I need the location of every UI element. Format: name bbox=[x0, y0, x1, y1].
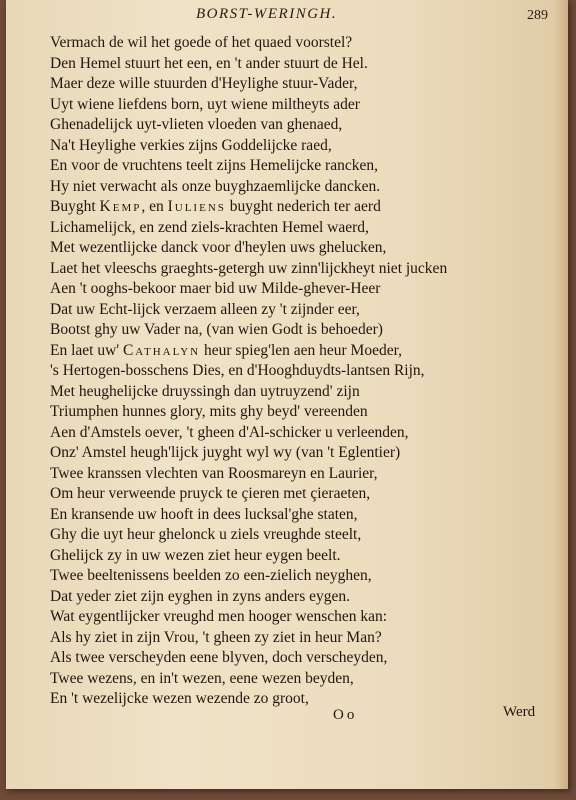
poem-line bbox=[50, 464, 550, 485]
page-number: 289 bbox=[527, 8, 548, 23]
signature-mark: Oo bbox=[333, 707, 358, 723]
poem-line bbox=[50, 218, 550, 239]
poem-line bbox=[50, 443, 550, 464]
line-text: Ghy die uyt heur ghelonck u ziels vreughde steelt, bbox=[50, 526, 362, 543]
poem-line bbox=[50, 238, 550, 259]
poem-line bbox=[50, 320, 550, 341]
line-text: Dat yeder ziet zijn eyghen in zyns anders eygen. bbox=[50, 587, 350, 605]
poem-line bbox=[50, 669, 550, 690]
line-text: Triumphen hunnes glory, mits ghy beyd' vereenden bbox=[50, 403, 368, 420]
line-text: 's Hertogen-bosschens Dies, en d'Hooghduydts-lantsen Rijn, bbox=[50, 362, 425, 379]
line-text: En laet uw' bbox=[50, 341, 123, 359]
poem-line bbox=[50, 341, 550, 362]
page-header bbox=[6, 6, 568, 30]
line-text: Dat uw Echt-lijck verzaem alleen zy 't zijnder eer, bbox=[50, 300, 360, 318]
book-page bbox=[6, 0, 568, 789]
poem-line bbox=[50, 382, 550, 403]
line-text: Aen 't ooghs-bekoor maer bid uw Milde-ghever-Heer bbox=[50, 280, 381, 297]
line-text: Maer deze wille stuurden d'Heylighe stuur-Vader, bbox=[50, 75, 358, 92]
line-text: Om heur verweende pruyck te çieren met çieraeten, bbox=[50, 485, 371, 502]
poem-line bbox=[50, 361, 550, 382]
line-text: Met heughelijcke druyssingh dan uytruyzend' zijn bbox=[50, 382, 360, 400]
poem-line bbox=[50, 525, 550, 546]
line-text: En kransende uw hooft in dees lucksal'ghe staten, bbox=[50, 505, 358, 523]
poem-line bbox=[50, 279, 550, 300]
line-text: , en bbox=[141, 198, 168, 215]
poem-line bbox=[50, 115, 550, 136]
line-text: buyght nederich ter aerd bbox=[225, 198, 381, 215]
poem-line bbox=[50, 259, 550, 280]
poem-line bbox=[50, 505, 550, 526]
line-text: Hy niet verwacht als onze buyghzaemlijcke dancken. bbox=[50, 177, 381, 195]
line-text: En voor de vruchtens teelt zijns Hemelijcke rancken, bbox=[50, 157, 378, 174]
poem-line bbox=[50, 156, 550, 177]
line-text: Onz' Amstel heugh'lijck juyght wyl wy (van 't Eglentier) bbox=[50, 444, 401, 461]
line-text: En 't wezelijcke wezen wezende zo groot, bbox=[50, 690, 309, 707]
line-text: Den Hemel stuurt het een, en 't ander stuurt de Hel. bbox=[50, 54, 368, 72]
line-text: Lichamelijck, en zend ziels-krachten Hemel waerd, bbox=[50, 218, 369, 236]
poem-line bbox=[50, 587, 550, 608]
poem-line bbox=[50, 648, 550, 669]
line-text: Als hy ziet in zijn Vrou, 't gheen zy ziet in heur Man? bbox=[50, 628, 382, 646]
line-text: Laet het vleeschs graeghts-getergh uw zinn'lijckheyt niet jucken bbox=[50, 259, 448, 277]
poem-line bbox=[50, 546, 550, 567]
poem-line bbox=[50, 33, 550, 54]
poem-line bbox=[50, 95, 550, 116]
poem-line bbox=[50, 628, 550, 649]
line-text: Bootst ghy uw Vader na, (van wien Godt is behoeder) bbox=[50, 321, 383, 338]
line-text: Met wezentlijcke danck voor d'heylen uws ghelucken, bbox=[50, 239, 387, 256]
poem-line bbox=[50, 54, 550, 75]
line-text: Aen d'Amstels oever, 't gheen d'Al-schicker u verleenden, bbox=[50, 423, 409, 441]
line-text: Twee beeltenissens beelden zo een-zielich neyghen, bbox=[50, 567, 372, 584]
small-caps-name: Cathalyn bbox=[122, 341, 201, 359]
line-text: Ghenadelijck uyt-vlieten vloeden van ghenaed, bbox=[50, 116, 343, 133]
poem-line bbox=[50, 607, 550, 628]
line-text: Als twee verscheyden eene blyven, doch verscheyden, bbox=[50, 649, 388, 666]
line-text: Na't Heylighe verkies zijns Goddelijcke raed, bbox=[50, 136, 332, 154]
poem-line bbox=[50, 136, 550, 157]
line-text: Vermach de wil het goede of het quaed voorstel? bbox=[50, 34, 353, 51]
running-head: BORST-WERINGH. bbox=[196, 6, 338, 22]
page-edge-shadow bbox=[554, 0, 568, 789]
line-text: Buyght bbox=[50, 198, 100, 215]
line-text: Ghelijck zy in uw wezen ziet heur eygen beelt. bbox=[50, 546, 341, 564]
poem-line bbox=[50, 423, 550, 444]
line-text: heur spieg'len aen heur Moeder, bbox=[200, 341, 403, 359]
poem-line bbox=[50, 177, 550, 198]
poem-line bbox=[50, 402, 550, 423]
small-caps-name: Iuliens bbox=[167, 198, 226, 215]
poem-text bbox=[50, 33, 550, 710]
line-text: Twee kranssen vlechten van Roosmareyn en Laurier, bbox=[50, 464, 378, 482]
catchword: Werd bbox=[503, 704, 536, 720]
small-caps-name: Kemp bbox=[99, 198, 142, 215]
poem-line bbox=[50, 689, 550, 710]
line-text: Wat eygentlijcker vreughd men hooger wenschen kan: bbox=[50, 608, 388, 625]
poem-line bbox=[50, 300, 550, 321]
poem-line bbox=[50, 484, 550, 505]
line-text: Uyt wiene liefdens born, uyt wiene miltheyts ader bbox=[50, 95, 360, 113]
poem-line bbox=[50, 74, 550, 95]
poem-line bbox=[50, 566, 550, 587]
poem-line bbox=[50, 197, 550, 218]
line-text: Twee wezens, en in't wezen, eene wezen beyden, bbox=[50, 669, 354, 687]
